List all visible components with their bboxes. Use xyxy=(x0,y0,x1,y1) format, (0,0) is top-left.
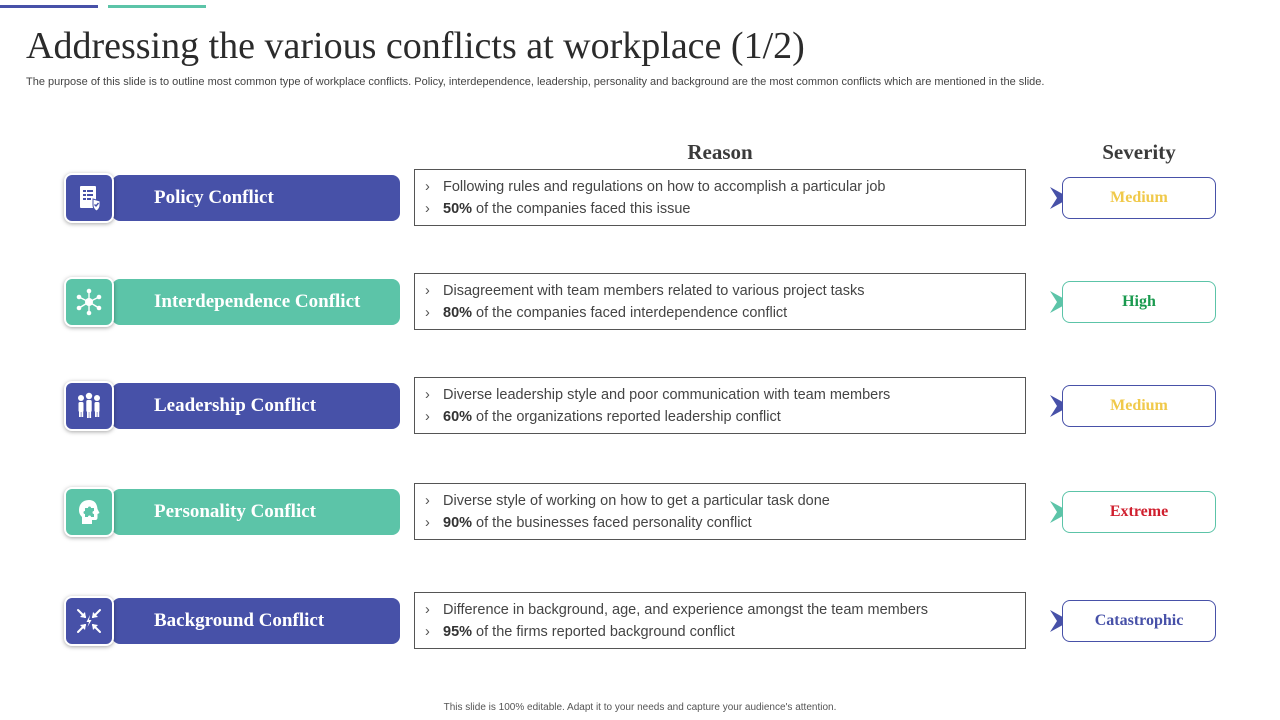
reason-stat-text: of the companies faced interdependence conflict xyxy=(472,305,788,321)
conflict-row-interdependence xyxy=(0,267,1280,337)
reason-percent: 60% xyxy=(443,409,473,425)
reason-percent: 50% xyxy=(443,201,473,217)
severity-badge: Catastrophic xyxy=(1062,600,1216,642)
reason-text: Disagreement with team members related to various project tasks xyxy=(443,283,865,299)
severity-badge: Extreme xyxy=(1062,491,1216,533)
page-subtitle: The purpose of this slide is to outline most common type of workplace conflicts. Policy, interdependence, leadership, personality and background are the most common conflicts which are mentioned in the slide. xyxy=(26,76,1045,88)
severity-column-header: Severity xyxy=(1102,140,1176,164)
conflict-row-background xyxy=(0,586,1280,656)
conflict-title: Background Conflict xyxy=(112,598,400,644)
conflict-row-personality xyxy=(0,477,1280,547)
page-title: Addressing the various conflicts at workplace (1/2) xyxy=(26,25,805,67)
reason-box: › Disagreement with team members related to various project tasks › 80% of the companies faced interdependence conflict xyxy=(414,273,1026,330)
network-nodes-icon xyxy=(64,277,114,327)
arrows-clash-icon xyxy=(64,596,114,646)
conflict-title: Policy Conflict xyxy=(112,175,400,221)
reason-box: › Diverse style of working on how to get a particular task done › 90% of the businesses faced personality conflict xyxy=(414,483,1026,540)
top-accent-bar-green xyxy=(108,5,206,8)
reason-percent: 90% xyxy=(443,515,473,531)
policy-checklist-icon xyxy=(64,173,114,223)
conflict-title: Interdependence Conflict xyxy=(112,279,400,325)
reason-text: Diverse leadership style and poor communication with team members xyxy=(443,387,891,403)
severity-badge: High xyxy=(1062,281,1216,323)
top-accent-bar-blue xyxy=(0,5,98,8)
conflict-title: Leadership Conflict xyxy=(112,383,400,429)
team-people-icon xyxy=(64,381,114,431)
reason-percent: 80% xyxy=(443,305,473,321)
reason-stat-text: of the companies faced this issue xyxy=(472,201,691,217)
conflict-title: Personality Conflict xyxy=(112,489,400,535)
reason-percent: 95% xyxy=(443,624,473,640)
footer-note: This slide is 100% editable. Adapt it to your needs and capture your audience's attention. xyxy=(443,702,837,713)
reason-box: › Diverse leadership style and poor communication with team members › 60% of the organizations reported leadership conflict xyxy=(414,377,1026,434)
reason-box: › Difference in background, age, and experience amongst the team members › 95% of the firms reported background conflict xyxy=(414,592,1026,649)
conflict-row-policy xyxy=(0,163,1280,233)
reason-column-header: Reason xyxy=(687,140,753,164)
reason-text: Difference in background, age, and experience amongst the team members xyxy=(443,602,928,618)
conflict-row-leadership xyxy=(0,371,1280,441)
reason-text: Diverse style of working on how to get a particular task done xyxy=(443,493,830,509)
reason-stat-text: of the businesses faced personality conflict xyxy=(472,515,752,531)
reason-box: › Following rules and regulations on how to accomplish a particular job › 50% of the companies faced this issue xyxy=(414,169,1026,226)
reason-text: Following rules and regulations on how to accomplish a particular job xyxy=(443,179,886,195)
severity-badge: Medium xyxy=(1062,177,1216,219)
reason-stat-text: of the firms reported background conflict xyxy=(472,624,735,640)
severity-badge: Medium xyxy=(1062,385,1216,427)
head-puzzle-icon xyxy=(64,487,114,537)
reason-stat-text: of the organizations reported leadership conflict xyxy=(472,409,781,425)
